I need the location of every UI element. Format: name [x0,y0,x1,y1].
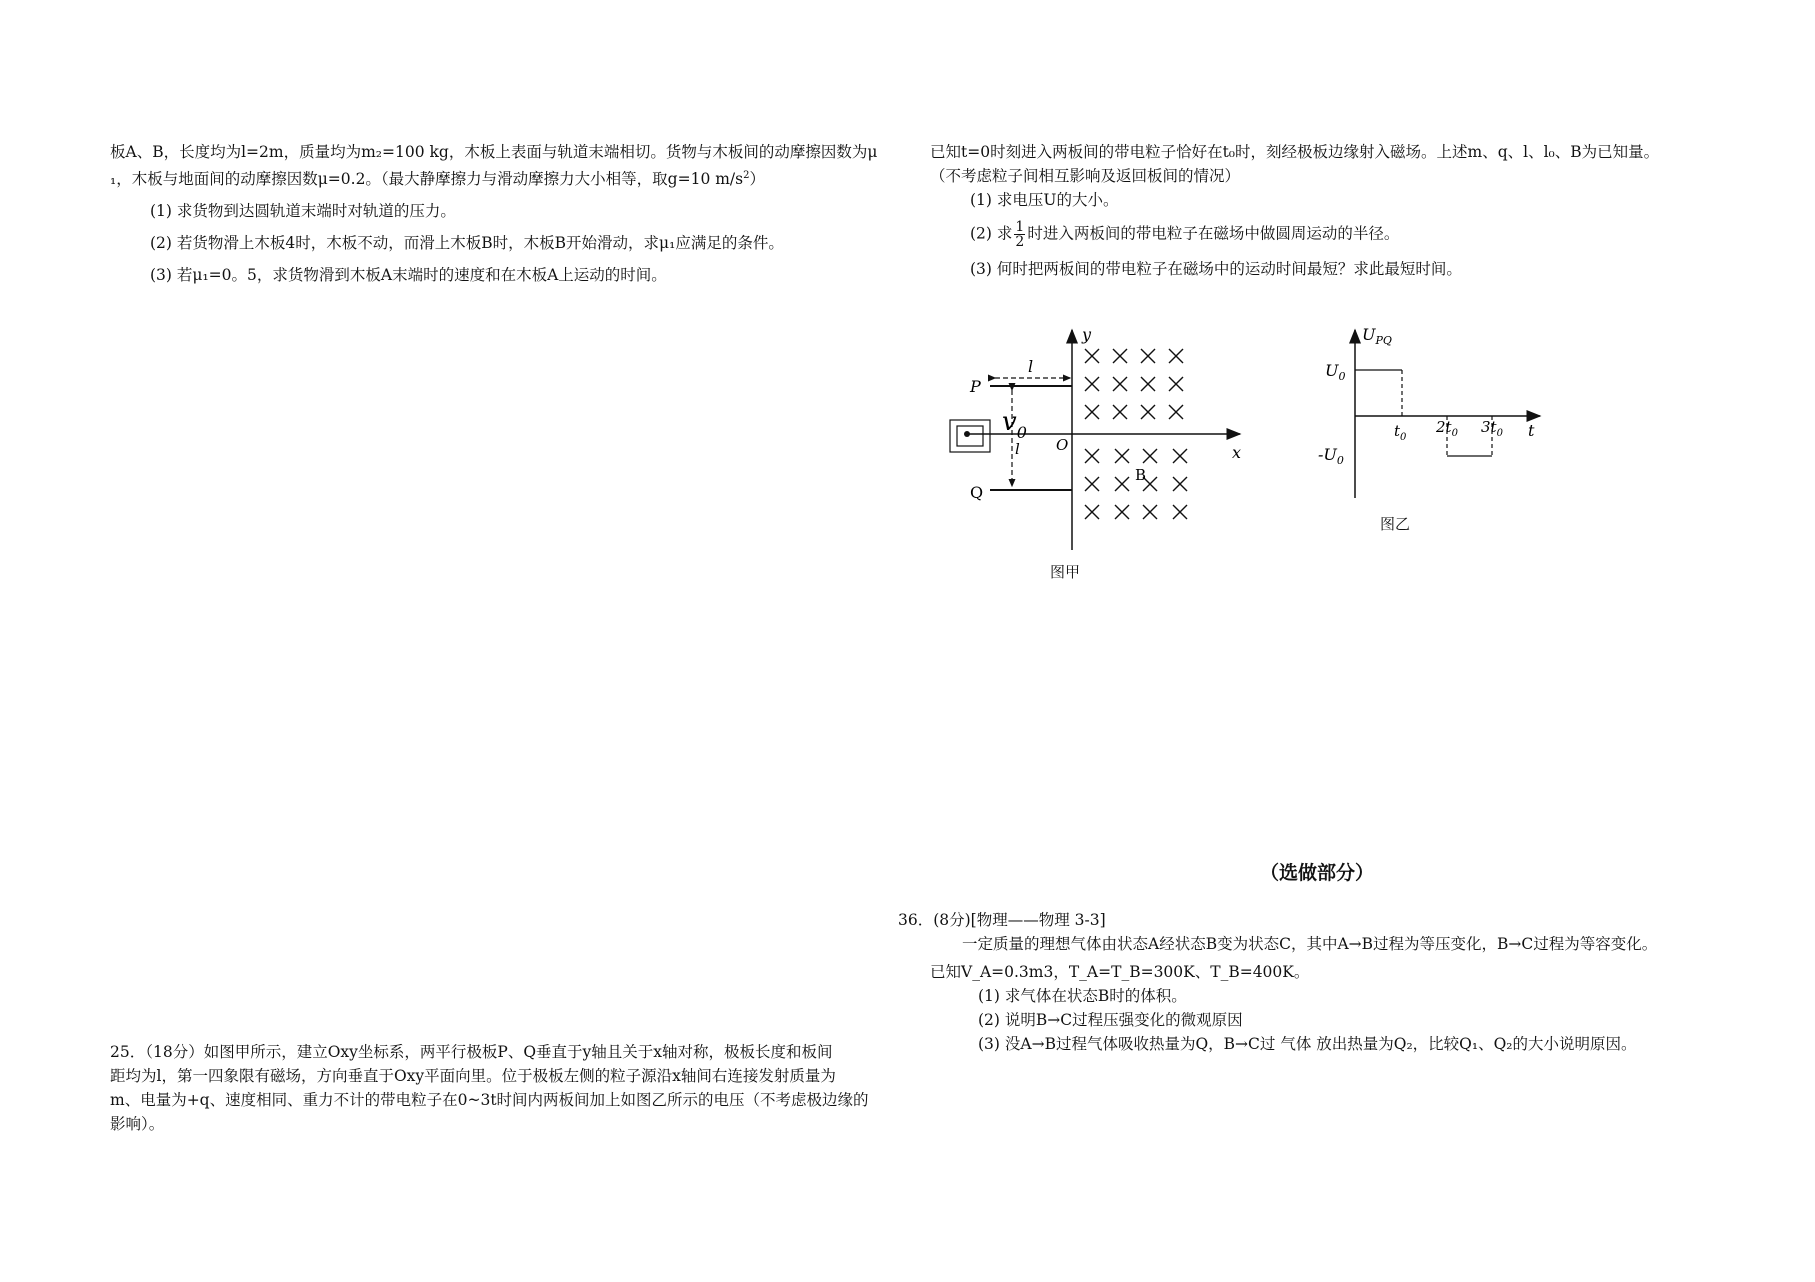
q25-line-1: 25．（18分）如图甲所示，建立Oxy坐标系，两平行极板P、Q垂直于y轴且关于x轴对称，极板长度和板间 [110,1043,833,1061]
velocity-label: $v_0$ [1002,407,1027,442]
figure-b-diagram [1310,320,1550,505]
right-top-line-2: （不考虑粒子间相互影响及返回板间的情况） [930,167,1241,185]
left-question-2: (2) 若货物滑上木板4时，木板不动，而滑上木板B时，木板B开始滑动，求μ₁应满足的条件。 [150,234,784,252]
q36-sub-3: (3) 没A→B过程气体吸收热量为Q，B→C过 气体 放出热量为Q₂，比较Q₁、Q₂的大小说明原因。 [978,1035,1637,1053]
right-question-1: (1) 求电压U的大小。 [970,191,1119,209]
left-top-block [110,140,877,287]
left-question-3: (3) 若μ₁=0。5，求货物滑到木板A末端时的速度和在木板A上运动的时间。 [150,266,667,284]
q36-sub-1: (1) 求气体在状态B时的体积。 [978,987,1187,1005]
q25-line-4: 影响）。 [110,1115,165,1133]
tick-t0: $t_0$ [1394,422,1407,443]
plate-length-label: l [1028,357,1034,376]
t-axis-label: t [1528,421,1535,440]
left-top-line-2: ₁，木板与地面间的动摩擦因数μ=0.2。（最大静摩擦力与滑动摩擦力大小相等，取g=10 $m/s^2$） [110,170,766,188]
figure-a-diagram [940,320,1260,580]
origin-label: O [1056,436,1069,454]
right-top-block [930,140,1659,281]
u-axis-label: $U_{PQ}$ [1362,325,1392,347]
tick-3t0: $3t_0$ [1481,418,1503,439]
q36-line-2: 已知V_A=0.3m3，T_A=T_B=300K、T_B=400K。 [930,963,1310,981]
q25-line-3: m、电量为+q、速度相同、重力不计的带电粒子在0~3t时间内两板间加上如图乙所示的电压（不考虑极边缘的 [110,1091,869,1109]
q36-heading: 36．(8分)[物理——物理 3-3] [898,911,1106,929]
optional-section-title: （选做部分） [1260,862,1375,884]
question-36 [898,908,1657,1056]
x-axis-label: x [1232,443,1242,462]
plate-p-label: P [970,377,981,396]
particle-source [950,420,990,452]
plate-q-label: Q [970,483,984,502]
y-axis-label: y [1082,325,1092,344]
field-label: B [1135,466,1147,484]
q36-line-1: 一定质量的理想气体由状态A经状态B变为状态C，其中A→B过程为等压变化，B→C过程为等容变化。 [962,935,1658,953]
left-top-line-1: 板A、B，长度均为l=2m，质量均为m₂=100 kg，木板上表面与轨道末端相切。货物与木板间的动摩擦因数为μ [110,143,878,161]
right-question-3: (3) 何时把两板间的带电粒子在磁场中的运动时间最短？求此最短时间。 [970,260,1462,278]
right-top-line-1: 已知t=0时刻进入两板间的带电粒子恰好在t₀时，刻经极板边缘射入磁场。上述m、q、l、l₀、B为已知量。 [930,143,1660,161]
fraction-half: $\frac{1}{2}$ [1015,219,1025,250]
left-question-1: (1) 求货物到达圆轨道末端时对轨道的压力。 [150,202,456,220]
tick-2t0: $2t_0$ [1436,418,1458,439]
u0-label: $U_0$ [1325,361,1346,383]
plate-gap-label: l [1015,440,1020,458]
neg-u0-label: $-U_0$ [1318,445,1344,467]
q36-sub-2: (2) 说明B→C过程压强变化的微观原因 [978,1011,1243,1029]
question-25 [110,1040,869,1136]
right-question-2: (2) 求 $\frac{1}{2}$ 时进入两板间的带电粒子在磁场中做圆周运动的半径。 [970,219,1400,250]
figure-a-caption: 图甲 [1050,563,1081,581]
figure-b-caption: 图乙 [1380,515,1411,533]
q25-line-2: 距均为l，第一四象限有磁场，方向垂直于Oxy平面向里。位于极板左侧的粒子源沿x轴间右连接发射质量为 [110,1067,836,1085]
